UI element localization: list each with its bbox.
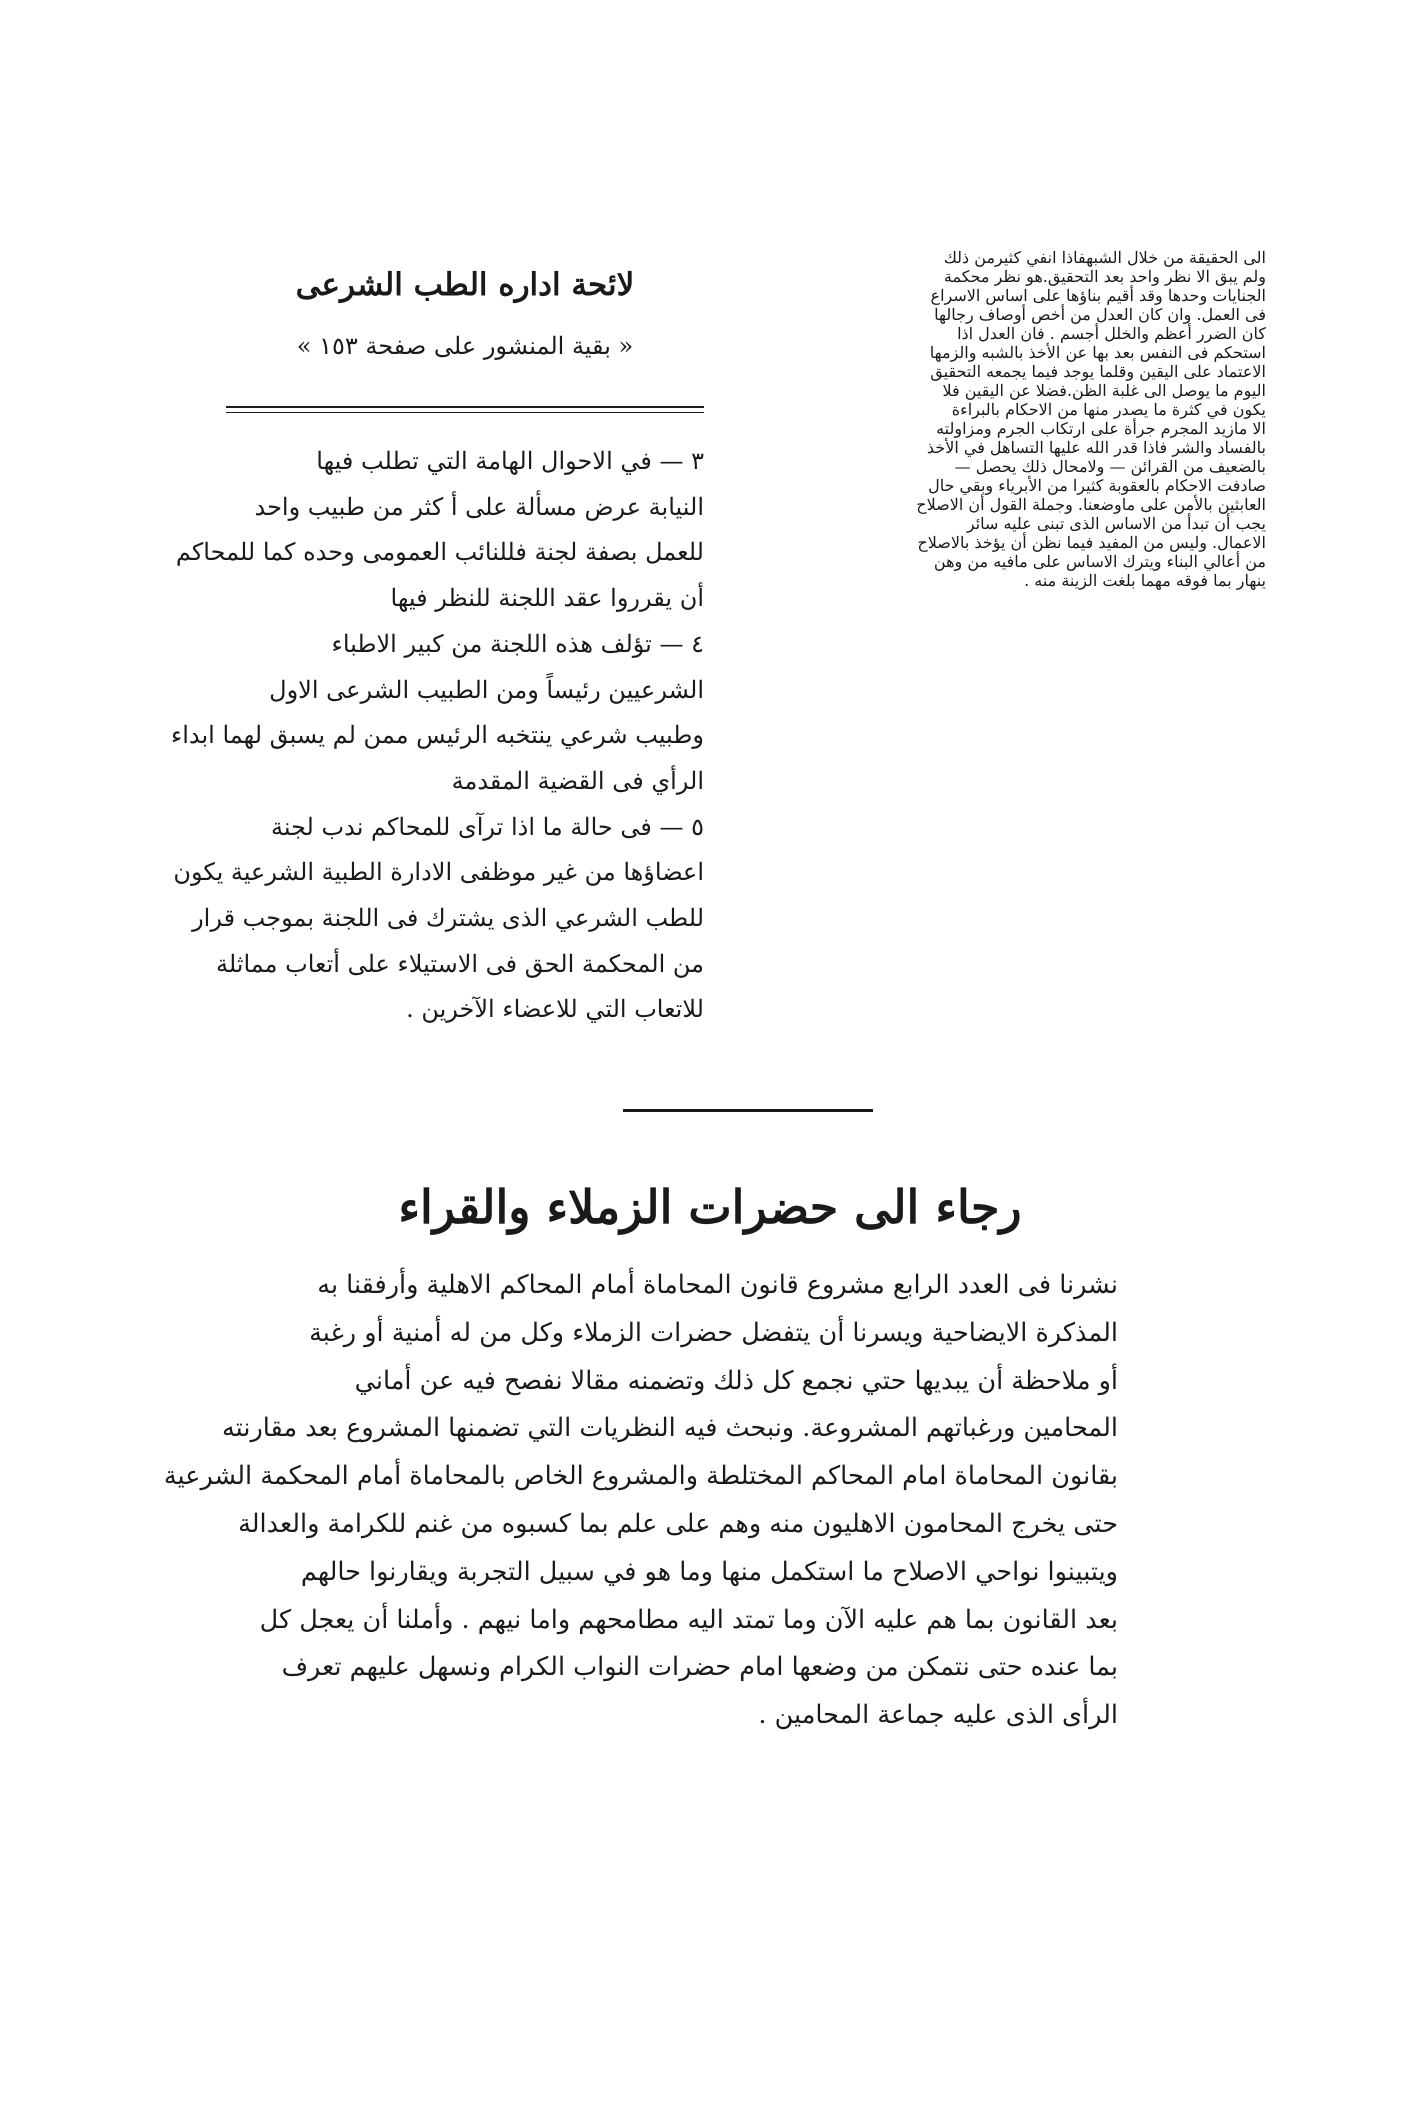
regulation-subtitle: « بقية المنشور على صفحة ١٥٣ » [296, 332, 634, 360]
appeal-line: ويتبينوا نواحي الاصلاح ما استكمل منها وما هو في سبيل التجربة ويقارنوا حالهم [300, 1556, 1118, 1587]
article-line: يكون في كثرة ما يصدر منها من الاحكام بالبراءة [951, 400, 1266, 419]
double-rule-divider [226, 406, 704, 413]
regulation-line: للطب الشرعي الذى يشترك فى اللجنة بموجب قرار [192, 904, 704, 933]
regulation-line: ٥ — فى حالة ما اذا ترآى للمحاكم ندب لجنة [270, 812, 704, 841]
appeal-line: أو ملاحظة أن يبديها حتي نجمع كل ذلك وتضمنه مقالا نفصح فيه عن أماني [354, 1365, 1118, 1396]
regulation-line: أن يقرروا عقد اللجنة للنظر فيها [390, 584, 704, 613]
article-line: بالضعيف من القرائن — ولامحال ذلك يحصل — [954, 457, 1266, 476]
article-line: بالفساد والشر فاذا قدر الله عليها التساهل في الأخذ [926, 438, 1266, 457]
regulation-line: للاتعاب التي للاعضاء الآخرين . [406, 995, 704, 1024]
regulation-line: اعضاؤها من غير موظفى الادارة الطبية الشرعية يكون [173, 858, 704, 887]
appeal-line: بعد القانون بما هم عليه الآن وما تمتد اليه مطامحهم واما نيهم . وأملنا أن يعجل كل [259, 1604, 1118, 1635]
regulation-items [170, 439, 704, 1033]
regulation-line: للعمل بصفة لجنة فللنائب العمومى وحده كما للمحاكم [175, 538, 704, 567]
regulation-line: الرأي فى القضية المقدمة [451, 766, 704, 795]
article-line: فى العمل. وان كان العدل من أخص أوصاف رجالها [934, 305, 1266, 324]
article-line: ينهار بما فوقه مهما بلغت الزينة منه . [1024, 571, 1266, 590]
article-line: الى الحقيقة من خلال الشبهفاذا انفي كثيرمن ذلك [943, 248, 1266, 267]
article-line: الا مازيد المجرم جرأة على ارتكاب الجرم ومزاولته [936, 419, 1266, 438]
appeal-heading: رجاء الى حضرات الزملاء والقراء [398, 1180, 1022, 1234]
article-line: من أعالي البناء ويترك الاساس على مافيه من وهن [933, 552, 1266, 571]
appeal-line: بما عنده حتى نتمكن من وضعها امام حضرات النواب الكرام ونسهل عليهم تعرف [281, 1652, 1118, 1683]
article-line: استحكم فى النفس بعد بها عن الأخذ بالشبه والزمها [929, 343, 1266, 362]
regulation-line: ٣ — في الاحوال الهامة التي تطلب فيها [316, 447, 704, 475]
appeal-body [163, 1262, 1118, 1740]
regulation-title: لائحة اداره الطب الشرعى [295, 267, 635, 303]
appeal-line: بقانون المحاماة امام المحاكم المختلطة والمشروع الخاص بالمحاماة أمام المحكمة الشرعية [163, 1461, 1118, 1492]
regulation-column [170, 248, 704, 1103]
article-line: كان الضرر أعظم والخلل أجسم . فان العدل اذا [957, 324, 1266, 343]
article-line: ولم يبق الا نظر واحد بعد التحقيق.هو نظر محكمة [943, 267, 1266, 286]
article-line: اليوم ما يوصل الى غلبة الظن.فضلا عن اليقين فلا [942, 381, 1266, 400]
article-continuation-column [730, 248, 1266, 1103]
regulation-line: وطبيب شرعي ينتخبه الرئيس ممن لم يسبق لهما ابداء [170, 721, 704, 750]
article-line: الاعمال. وليس من المفيد فيما نظن أن يؤخذ بالاصلاح [917, 533, 1266, 552]
appeal-line: المحامين ورغباتهم المشروعة. ونبحث فيه النظريات التي تضمنها المشروع بعد مقارنته [222, 1413, 1118, 1444]
appeal-line: المذكرة الايضاحية ويسرنا أن يتفضل حضرات الزملاء وكل من له أمنية أو رغبة [309, 1317, 1118, 1348]
article-line: العابثين بالأمن على ماوضعنا. وجملة القول أن الاصلاح [916, 495, 1266, 514]
article-line: الجنايات وحدها وقد أقيم بناؤها على اساس الاسراع [930, 286, 1266, 305]
article-line: صادفت الاحكام بالعقوبة كثيرا من الأبرياء وبقي حال [928, 476, 1266, 495]
regulation-line: الشرعيين رئيساً ومن الطبيب الشرعى الاول [269, 675, 704, 704]
appeal-line: حتى يخرج المحامون الاهليون منه وهم على علم بما كسبوه من غنم للكرامة والعدالة [238, 1508, 1118, 1539]
article-line: الاعتماد على اليقين وقلما يوجد فيما يجمعه التحقيق [930, 362, 1266, 381]
section-separator [623, 1109, 873, 1112]
regulation-line: ٤ — تؤلف هذه اللجنة من كبير الاطباء [331, 629, 704, 658]
article-line: يجب أن تبدأ من الاساس الذى تبنى عليه سائر [966, 514, 1266, 533]
appeal-line: نشرنا فى العدد الرابع مشروع قانون المحاماة أمام المحاكم الاهلية وأرفقنا به [317, 1270, 1118, 1300]
regulation-line: من المحكمة الحق فى الاستيلاء على أتعاب مماثلة [215, 949, 704, 978]
regulation-line: النيابة عرض مسألة على أ كثر من طبيب واحد [254, 492, 704, 521]
appeal-line: الرأى الذى عليه جماعة المحامين . [758, 1700, 1118, 1731]
